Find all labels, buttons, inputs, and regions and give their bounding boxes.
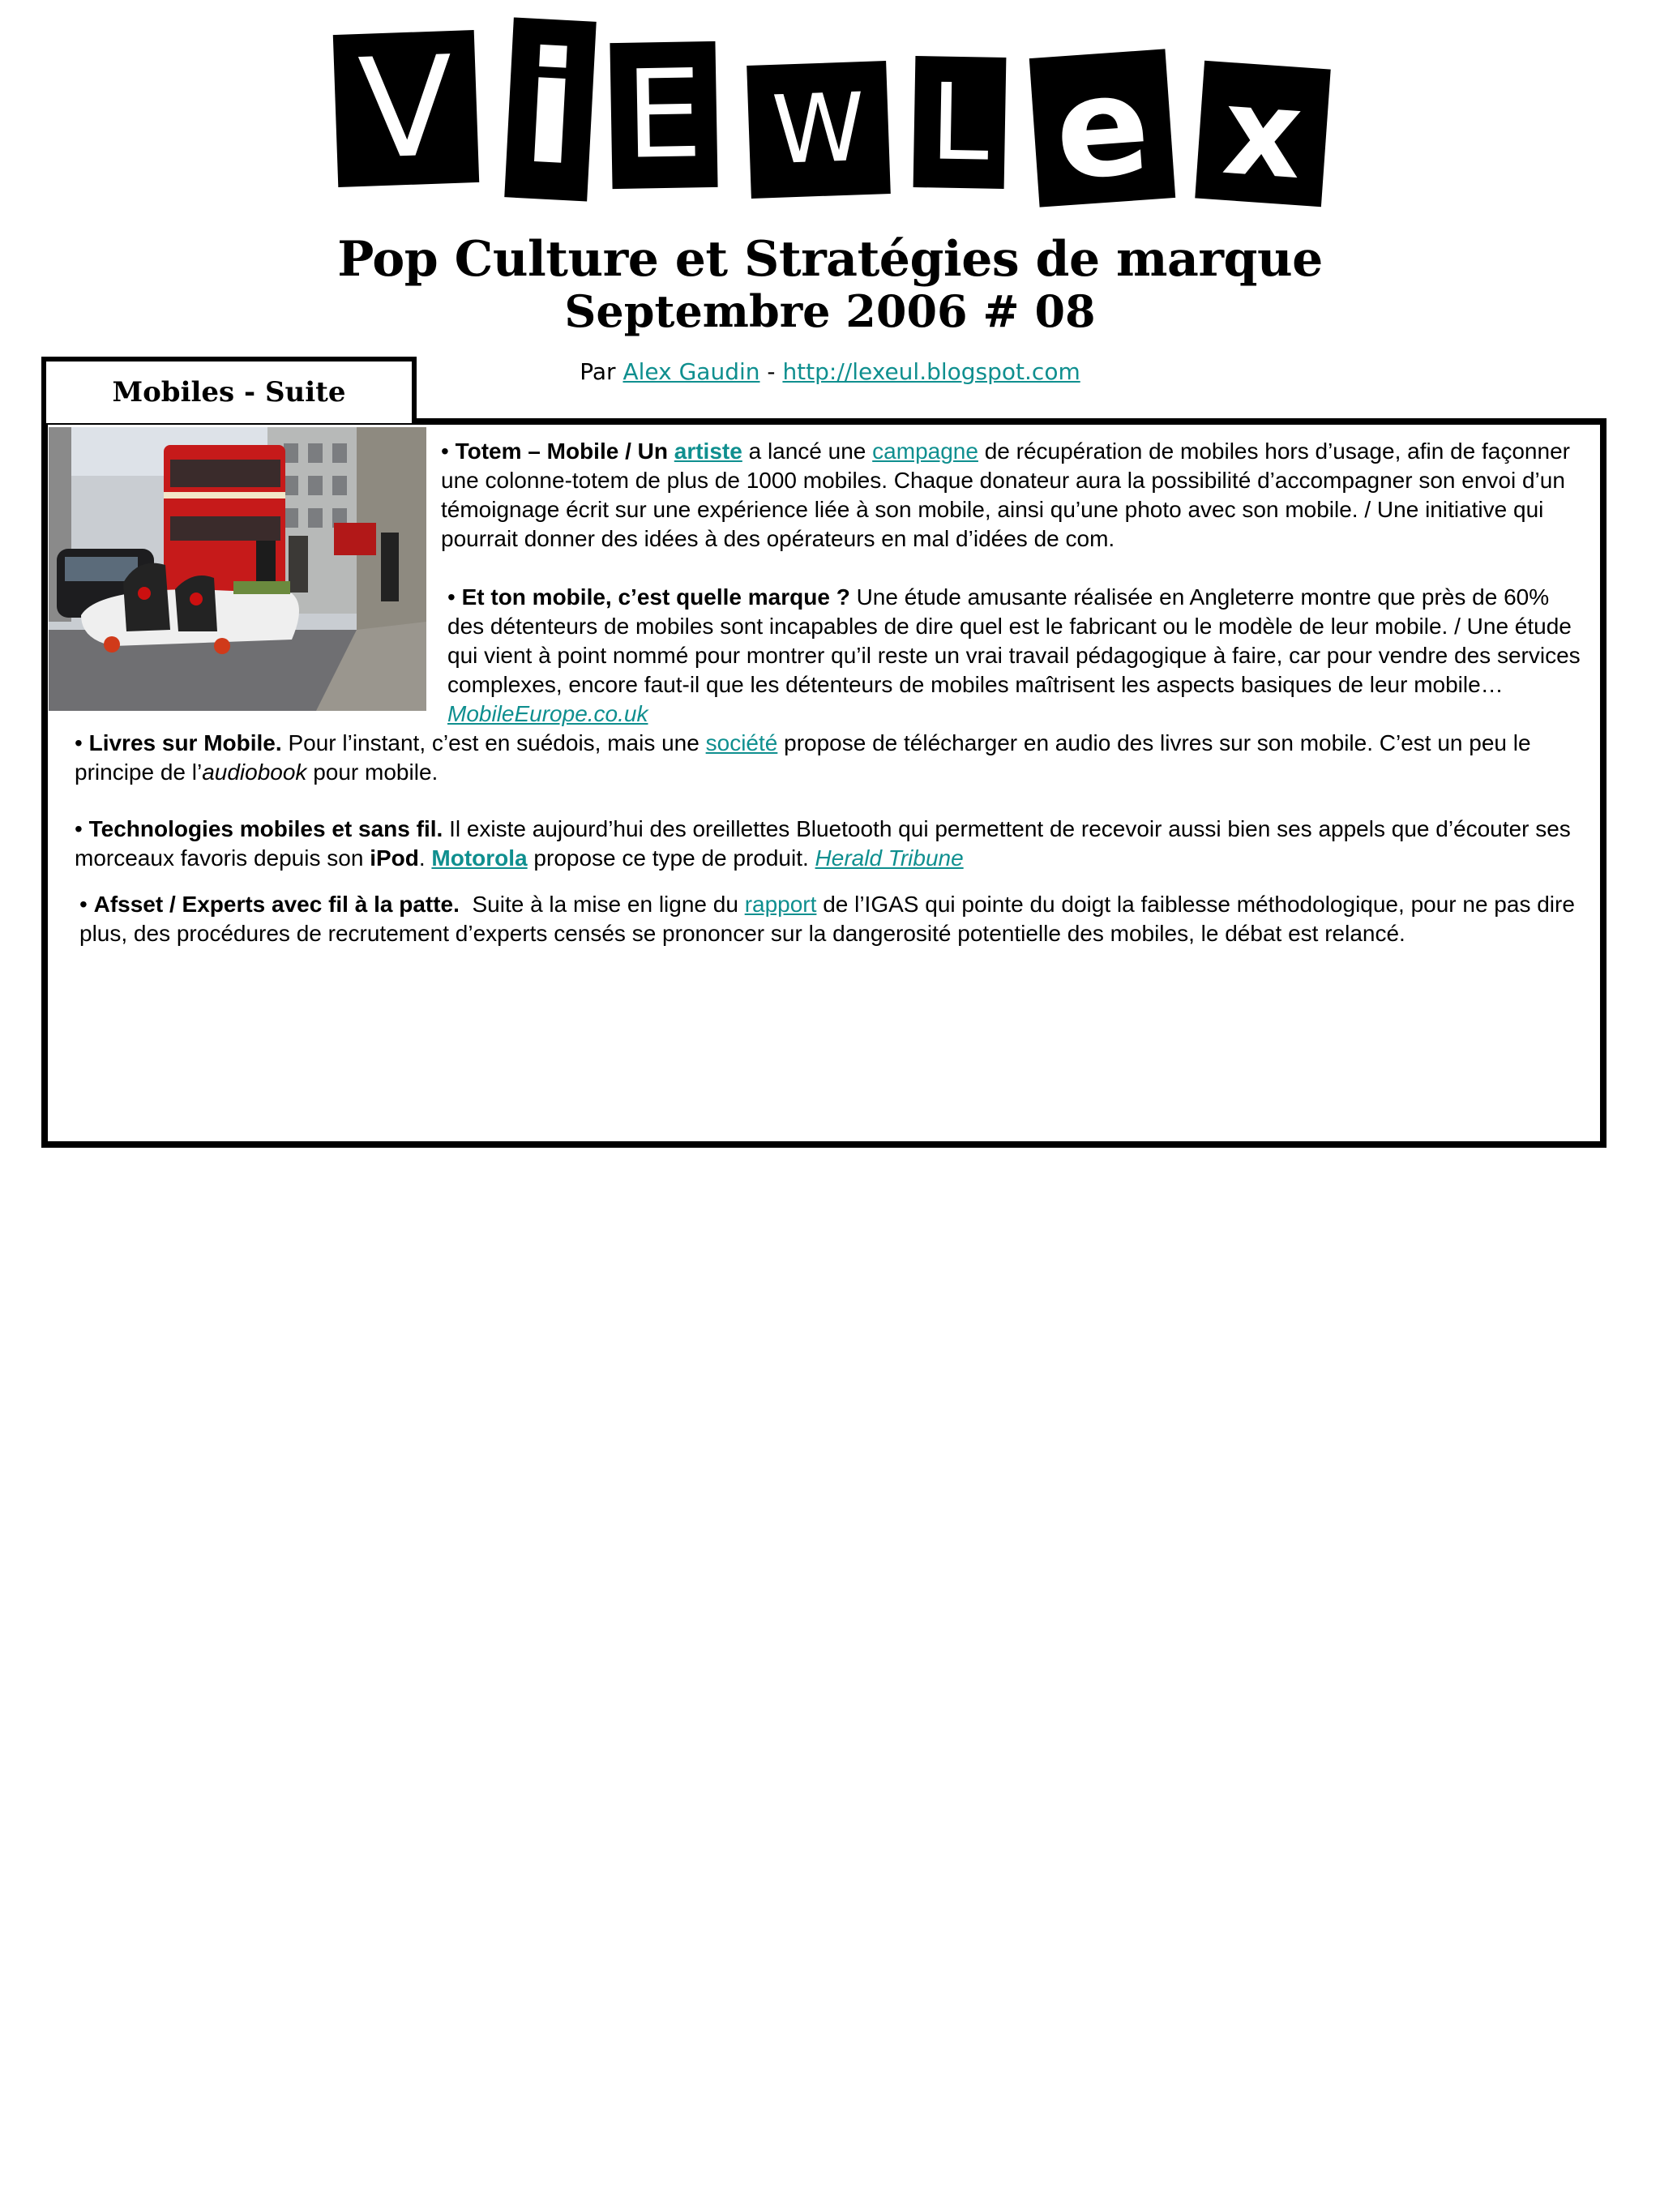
article-text: Une étude amusante réalisée en Angleterre montre que près de 60% des détenteurs de mobiles sont incapables de dire quel est le fabricant ou le modèle de leur mobile. / Une étude qui vient à point nommé pour montrer qu’il reste un vrai travail pédagogique à faire, car pour vendre des services complexes, encore faut-il que les détenteurs de mobiles maîtrisent les aspects basiques de leur mobile… bbox=[447, 584, 1581, 697]
article-text: de récupération de mobiles hors d’usage, afin de façonner une colonne-totem de plus de 1000 mobiles. Chaque donateur aura la possibilité d’accompagner son envoi d’un témoignage écrit sur une expérience liée à son mobile, ainsi qu’une photo avec son mobile. / Une initiative qui pourrait donner des idées à des opérateurs en mal d’idées de com. bbox=[441, 439, 1570, 551]
author-link[interactable]: Alex Gaudin bbox=[622, 358, 760, 385]
section-tab bbox=[41, 357, 417, 423]
article-techno bbox=[75, 815, 1598, 873]
logo-letter: W bbox=[770, 73, 867, 186]
logo-letter: e bbox=[1050, 45, 1155, 212]
article-afsset bbox=[79, 890, 1595, 948]
issue-title: Septembre 2006 # 08 bbox=[564, 285, 1096, 337]
article-heading: Et ton mobile, c’est quelle marque ? bbox=[461, 584, 850, 610]
ipod-term: iPod bbox=[370, 845, 419, 871]
bullet: • bbox=[447, 584, 456, 610]
article-text: a lancé une bbox=[748, 439, 866, 464]
bullet: • bbox=[79, 892, 88, 917]
byline-prefix: Par bbox=[580, 358, 616, 385]
blog-link[interactable]: http://lexeul.blogspot.com bbox=[782, 358, 1080, 385]
viewlex-logo bbox=[0, 0, 1660, 227]
audiobook-term: audiobook bbox=[202, 759, 307, 785]
article-heading: Totem – Mobile / Un bbox=[455, 439, 668, 464]
rapport-link[interactable]: rapport bbox=[744, 892, 817, 917]
article-heading: Afsset / Experts avec fil à la patte. bbox=[93, 892, 460, 917]
article-text: de l’IGAS qui pointe du doigt la faiblesse méthodologique, pour ne pas dire plus, des procédures de recrutement d’experts censés se prononcer sur la dangerosité potentielle des mobiles, le débat est relancé. bbox=[79, 892, 1575, 946]
article-text: Il existe aujourd’hui des oreillettes Bluetooth qui permettent de recevoir aussi bien ses appels que d’écouter ses morceaux favoris depuis son bbox=[75, 816, 1571, 871]
bullet: • bbox=[75, 816, 83, 841]
logo-tile-v bbox=[333, 27, 479, 190]
logo-letter: E bbox=[624, 44, 704, 186]
logo-tile-w bbox=[747, 61, 891, 199]
logo-letter: i bbox=[519, 18, 582, 200]
article-text: propose ce type de produit. bbox=[533, 845, 809, 871]
motorola-link[interactable]: Motorola bbox=[431, 845, 528, 871]
herald-tribune-link[interactable]: Herald Tribune bbox=[815, 845, 964, 871]
photo-illustration bbox=[49, 427, 426, 711]
article-totem bbox=[441, 437, 1592, 554]
article-text: Pour l’instant, c’est en suédois, mais une bbox=[288, 730, 700, 755]
article-text: propose de télécharger en audio des livres sur son mobile. C’est un peu le principe de l’ bbox=[75, 730, 1531, 785]
campagne-link[interactable]: campagne bbox=[872, 439, 978, 464]
bullet: • bbox=[441, 439, 449, 464]
logo-tile-i bbox=[504, 17, 596, 201]
bullet: • bbox=[75, 730, 83, 755]
article-livres bbox=[75, 729, 1598, 787]
artiste-link[interactable]: artiste bbox=[674, 439, 742, 464]
logo-letter: x bbox=[1218, 60, 1307, 208]
section-tab-label: Mobiles - Suite bbox=[112, 376, 346, 409]
article-marque bbox=[447, 583, 1582, 729]
street-bus-photo bbox=[49, 427, 426, 711]
logo-letter: L bbox=[929, 60, 990, 185]
logo-tile-e2 bbox=[1029, 45, 1175, 212]
article-text: pour mobile. bbox=[313, 759, 439, 785]
logo-tile-x bbox=[1195, 61, 1330, 207]
logo-tile-l bbox=[913, 56, 1007, 189]
logo-tile-e bbox=[610, 41, 717, 189]
logo-letter: V bbox=[356, 27, 456, 190]
byline-separator: - bbox=[767, 358, 776, 385]
societe-link[interactable]: société bbox=[705, 730, 778, 755]
article-heading: Technologies mobiles et sans fil. bbox=[88, 816, 443, 841]
mobileeurope-link[interactable]: MobileEurope.co.uk bbox=[447, 701, 648, 726]
article-text: . bbox=[418, 845, 426, 871]
newsletter-title: Pop Culture et Stratégies de marque bbox=[337, 231, 1323, 288]
article-heading: Livres sur Mobile. bbox=[88, 730, 282, 755]
article-text: Suite à la mise en ligne du bbox=[472, 892, 738, 917]
